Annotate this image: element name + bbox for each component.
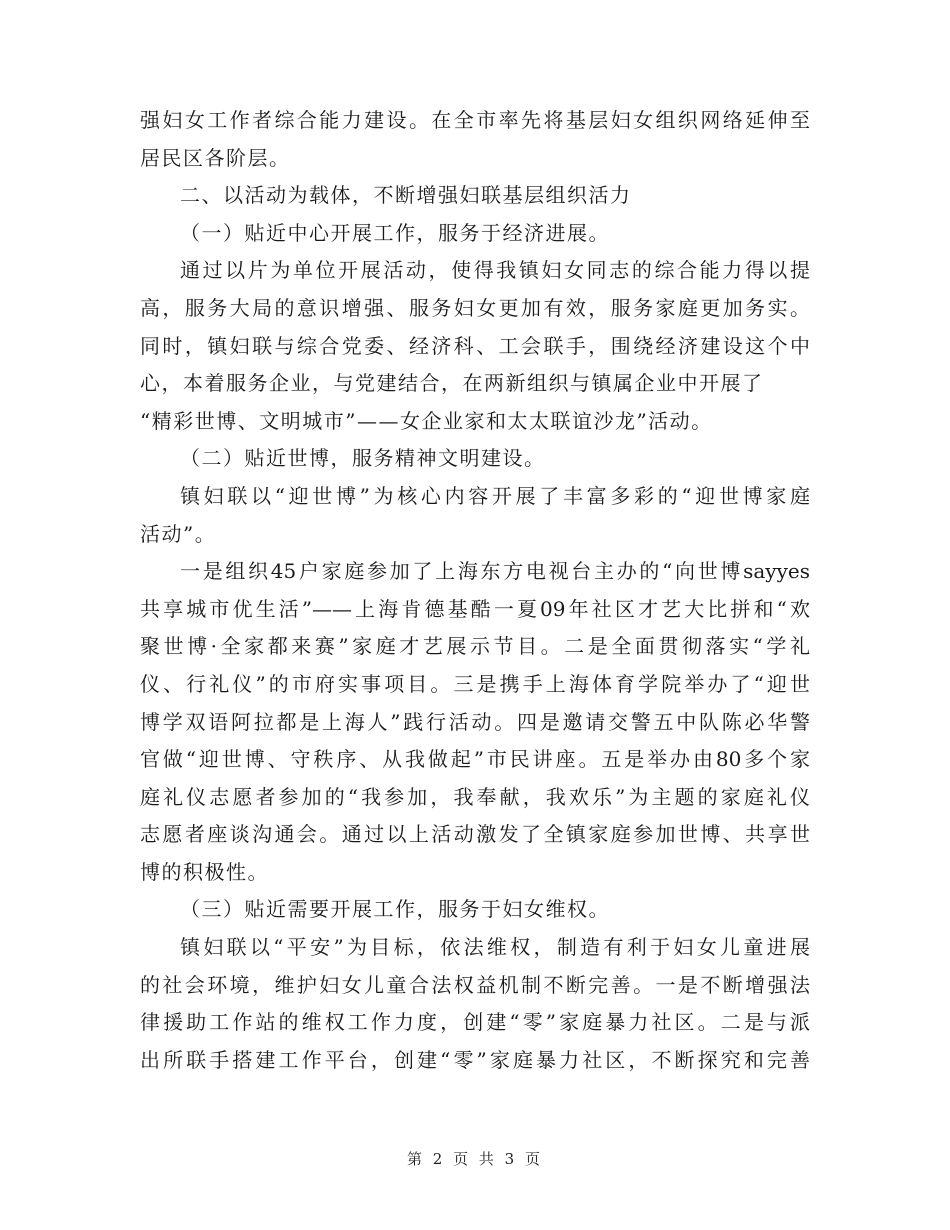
text-line: 志愿者座谈沟通会。通过以上活动激发了全镇家庭参加世博、共享世: [140, 822, 810, 847]
text-line: 庭礼仪志愿者参加的“我参加，我奉献，我欢乐”为主题的家庭礼仪: [140, 784, 810, 809]
text-line: 仪、行礼仪”的市府实事项目。三是携手上海体育学院举办了“迎世: [140, 671, 810, 696]
text-line: 通过以片为单位开展活动，使得我镇妇女同志的综合能力得以提: [180, 258, 810, 283]
text-line: 强妇女工作者综合能力建设。在全市率先将基层妇女组织网络延伸至: [140, 108, 810, 132]
text-line: 镇妇联以“迎世博”为核心内容开展了丰富多彩的“迎世博家庭: [180, 483, 810, 508]
text-line: （一）贴近中心开展工作，服务于经济进展。: [180, 220, 610, 245]
text-line: 心，本着服务企业，与党建结合，在两新组织与镇属企业中开展了: [140, 371, 764, 396]
text-line: 居民区各阶层。: [140, 145, 291, 170]
page-footer: 第 2 页 共 3 页: [407, 1150, 543, 1168]
body-text: [140, 102, 810, 1079]
text-line: 二、以活动为载体，不断增强妇联基层组织活力: [180, 183, 632, 208]
text-line: 高，服务大局的意识增强、服务妇女更加有效，服务家庭更加务实。: [140, 295, 810, 320]
text-line: （三）贴近需要开展工作，服务于妇女维权。: [180, 897, 610, 922]
text-line: 律援助工作站的维权工作力度，创建“零”家庭暴力社区。二是与派: [140, 1010, 810, 1035]
text-line: “精彩世博、文明城市”——女企业家和太太联谊沙龙”活动。: [140, 408, 713, 433]
text-line: 出所联手搭建工作平台，创建“零”家庭暴力社区，不断探究和完善: [140, 1047, 810, 1072]
text-line: 博学双语阿拉都是上海人”践行活动。四是邀请交警五中队陈必华警: [140, 709, 810, 734]
text-line: （二）贴近世博，服务精神文明建设。: [180, 446, 546, 471]
text-line: 镇妇联以“平安”为目标，依法维权，制造有利于妇女儿童进展: [180, 935, 810, 960]
text-line: 同时，镇妇联与综合党委、经济科、工会联手，围绕经济建设这个中: [140, 333, 810, 358]
text-line: 一是组织45户家庭参加了上海东方电视台主办的“向世博sayyes: [180, 559, 810, 584]
text-line: 官做“迎世博、守秩序、从我做起”市民讲座。五是举办由80多个家: [140, 747, 810, 772]
text-line: 聚世博·全家都来赛”家庭才艺展示节目。二是全面贯彻落实“学礼: [140, 634, 810, 659]
text-line: 博的积极性。: [140, 859, 269, 884]
text-line: 共享城市优生活”——上海肯德基酷一夏09年社区才艺大比拼和“欢: [140, 596, 810, 621]
text-line: 活动”。: [140, 521, 217, 546]
text-line: 的社会环境，维护妇女儿童合法权益机制不断完善。一是不断增强法: [140, 972, 810, 997]
